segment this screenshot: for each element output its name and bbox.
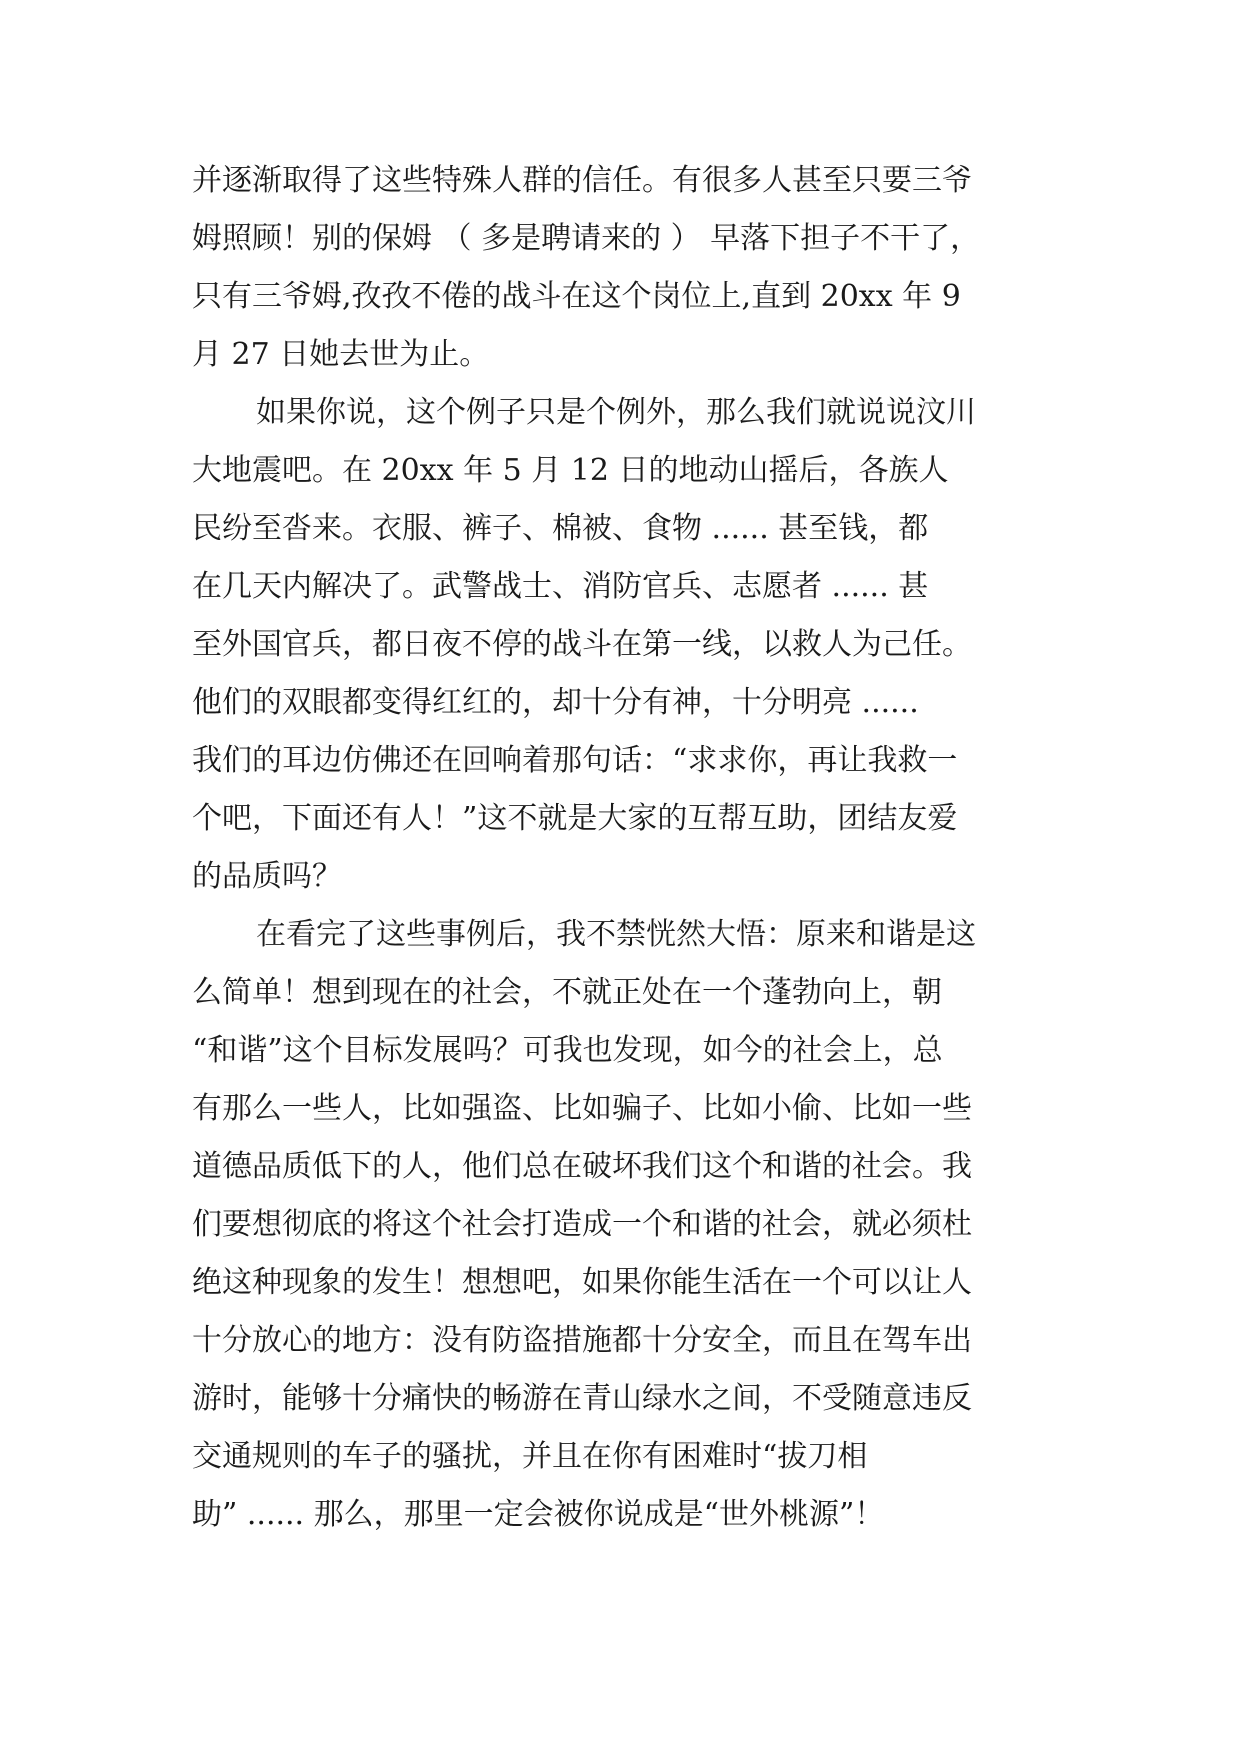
text-line: 么简单！想到现在的社会，不就正处在一个蓬勃向上，朝 — [192, 975, 942, 1010]
text-line: 我们的耳边仿佛还在回响着那句话：“求求你，再让我救一 — [192, 743, 958, 778]
text-line: 个吧，下面还有人！”这不就是大家的互帮互助，团结友爱 — [192, 801, 958, 836]
text-line: 姆照顾！别的保姆 （ 多是聘请来的 ） 早落下担子不干了， — [192, 221, 981, 256]
text-line: 助” ...... 那么，那里一定会被你说成是“世外桃源”！ — [192, 1497, 885, 1532]
text-line: 民纷至沓来。衣服、裤子、棉被、食物 ...... 甚至钱，都 — [192, 511, 929, 546]
text-line: 大地震吧。在 20xx 年 5 月 12 日的地动山摇后，各族人 — [192, 453, 949, 488]
text-line: 并逐渐取得了这些特殊人群的信任。有很多人甚至只要三爷 — [192, 163, 972, 198]
text-line: 游时，能够十分痛快的畅游在青山绿水之间，不受随意违反 — [192, 1381, 972, 1416]
text-line: 的品质吗？ — [192, 859, 342, 894]
text-line: 只有三爷姆,孜孜不倦的战斗在这个岗位上,直到 20xx 年 9 — [192, 279, 961, 314]
text-line: 绝这种现象的发生！想想吧，如果你能生活在一个可以让人 — [192, 1265, 972, 1300]
text-line: 如果你说，这个例子只是个例外，那么我们就说说汶川 — [256, 395, 976, 430]
text-line: 至外国官兵，都日夜不停的战斗在第一线，以救人为己任。 — [192, 627, 972, 662]
text-line: 十分放心的地方：没有防盗措施都十分安全，而且在驾车出 — [192, 1323, 972, 1358]
text-line: 交通规则的车子的骚扰，并且在你有困难时“拔刀相 — [192, 1439, 868, 1474]
document-body — [192, 152, 1072, 1544]
text-line: 在几天内解决了。武警战士、消防官兵、志愿者 ...... 甚 — [192, 569, 929, 604]
text-line: 月 27 日她去世为止。 — [192, 337, 490, 372]
text-line: “和谐”这个目标发展吗？可我也发现，如今的社会上，总 — [192, 1033, 943, 1068]
text-line: 们要想彻底的将这个社会打造成一个和谐的社会，就必须杜 — [192, 1207, 972, 1242]
text-line: 在看完了这些事例后，我不禁恍然大悟：原来和谐是这 — [256, 917, 976, 952]
text-line: 道德品质低下的人，他们总在破坏我们这个和谐的社会。我 — [192, 1149, 972, 1184]
text-line: 他们的双眼都变得红红的，却十分有神，十分明亮 ...... — [192, 685, 919, 720]
text-line: 有那么一些人，比如强盗、比如骗子、比如小偷、比如一些 — [192, 1091, 972, 1126]
